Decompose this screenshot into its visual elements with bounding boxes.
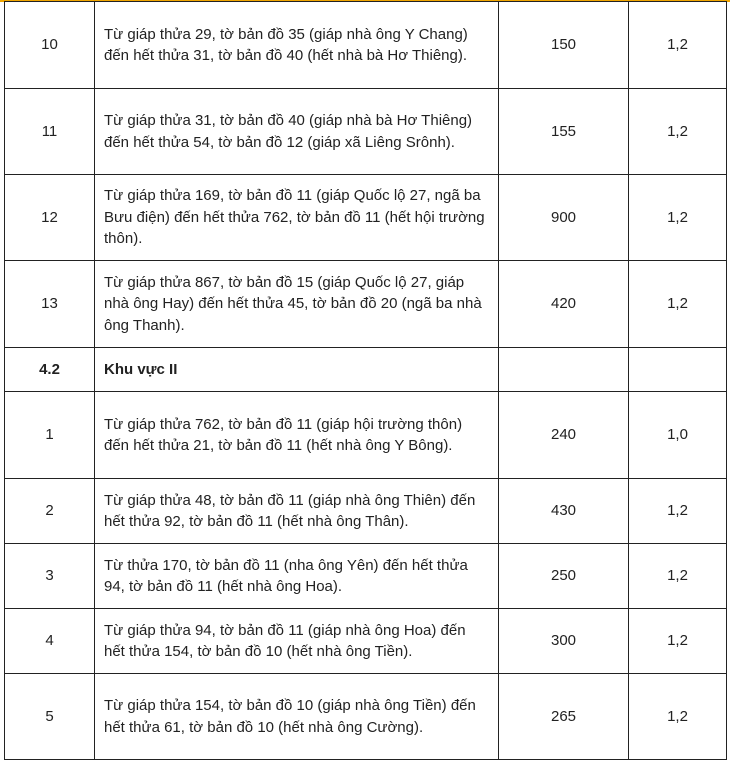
road-segment-description: Từ thửa 170, tờ bản đồ 11 (nha ông Yên) đến hết thửa 94, tờ bản đồ 11 (hết nhà ông Hoa).: [95, 544, 499, 609]
row-number: 4: [5, 609, 95, 674]
section-title: Khu vực II: [95, 348, 499, 392]
table-row: [5, 89, 727, 175]
row-number: 1: [5, 392, 95, 479]
table-row: [5, 2, 727, 89]
row-number: 3: [5, 544, 95, 609]
row-number: 11: [5, 89, 95, 175]
price-coefficient: [629, 348, 727, 392]
price-coefficient: 1,2: [629, 2, 727, 89]
road-segment-description: Từ giáp thửa 94, tờ bản đồ 11 (giáp nhà ông Hoa) đến hết thửa 154, tờ bản đồ 10 (hết nhà ông Tiền).: [95, 609, 499, 674]
price-coefficient: 1,2: [629, 261, 727, 348]
land-price-table: [4, 1, 727, 760]
road-segment-description: Từ giáp thửa 154, tờ bản đồ 10 (giáp nhà ông Tiền) đến hết thửa 61, tờ bản đồ 10 (hết nhà ông Cường).: [95, 674, 499, 760]
table-row: [5, 609, 727, 674]
road-segment-description: Từ giáp thửa 29, tờ bản đồ 35 (giáp nhà ông Y Chang) đến hết thửa 31, tờ bản đồ 40 (hết nhà bà Hơ Thiêng).: [95, 2, 499, 89]
row-number: 13: [5, 261, 95, 348]
road-segment-description: Từ giáp thửa 762, tờ bản đồ 11 (giáp hội trường thôn) đến hết thửa 21, tờ bản đồ 11 (hết nhà ông Y Bông).: [95, 392, 499, 479]
price-coefficient: 1,2: [629, 674, 727, 760]
land-price: 420: [499, 261, 629, 348]
row-number: 5: [5, 674, 95, 760]
table-row: [5, 175, 727, 261]
row-number: 10: [5, 2, 95, 89]
table-row: [5, 392, 727, 479]
price-coefficient: 1,0: [629, 392, 727, 479]
road-segment-description: Từ giáp thửa 169, tờ bản đồ 11 (giáp Quốc lộ 27, ngã ba Bưu điện) đến hết thửa 762, tờ bản đồ 11 (hết hội trường thôn).: [95, 175, 499, 261]
price-coefficient: 1,2: [629, 175, 727, 261]
price-coefficient: 1,2: [629, 89, 727, 175]
road-segment-description: Từ giáp thửa 31, tờ bản đồ 40 (giáp nhà bà Hơ Thiêng) đến hết thửa 54, tờ bản đồ 12 (giáp xã Liêng Srônh).: [95, 89, 499, 175]
section-row: [5, 348, 727, 392]
land-price: 430: [499, 479, 629, 544]
land-price: 900: [499, 175, 629, 261]
table-row: [5, 479, 727, 544]
land-price: 155: [499, 89, 629, 175]
table-row: [5, 544, 727, 609]
section-number: 4.2: [5, 348, 95, 392]
road-segment-description: Từ giáp thửa 48, tờ bản đồ 11 (giáp nhà ông Thiên) đến hết thửa 92, tờ bản đồ 11 (hết nhà ông Thân).: [95, 479, 499, 544]
row-number: 2: [5, 479, 95, 544]
price-coefficient: 1,2: [629, 609, 727, 674]
land-price: 250: [499, 544, 629, 609]
land-price: [499, 348, 629, 392]
road-segment-description: Từ giáp thửa 867, tờ bản đồ 15 (giáp Quốc lộ 27, giáp nhà ông Hay) đến hết thửa 45, tờ bản đồ 20 (ngã ba nhà ông Thanh).: [95, 261, 499, 348]
table-row: [5, 674, 727, 760]
land-price: 240: [499, 392, 629, 479]
land-price: 265: [499, 674, 629, 760]
table-row: [5, 261, 727, 348]
land-price: 300: [499, 609, 629, 674]
price-coefficient: 1,2: [629, 544, 727, 609]
price-coefficient: 1,2: [629, 479, 727, 544]
land-price: 150: [499, 2, 629, 89]
row-number: 12: [5, 175, 95, 261]
